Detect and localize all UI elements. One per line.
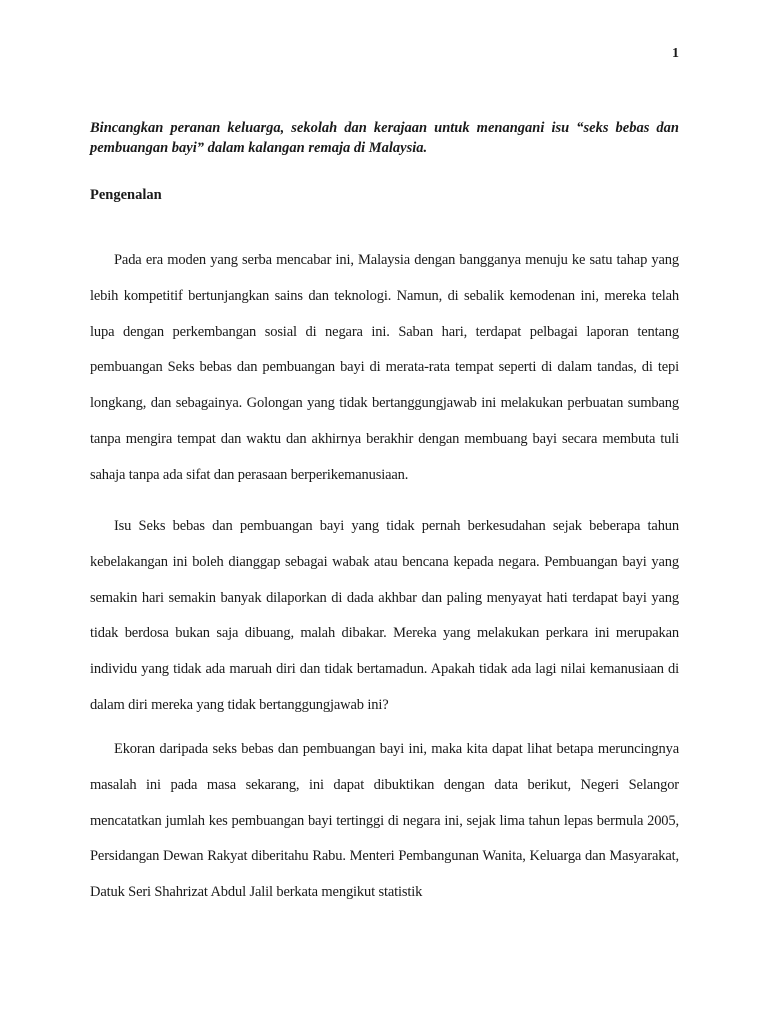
body-paragraph: Isu Seks bebas dan pembuangan bayi yang tidak pernah berkesudahan sejak beberapa tahun kebelakangan ini boleh dianggap sebagai wabak atau bencana kepada negara. Pembuangan bayi yang semakin hari semakin banyak dilaporkan di dada akhbar dan paling menyayat hati terdapat bayi yang tidak berdosa bukan saja dibuang, malah dibakar. Mereka yang melakukan perkara ini merupakan individu yang tidak ada maruah diri dan tidak bertamadun. Apakah tidak ada lagi nilai kemanusiaan di dalam diri mereka yang tidak bertanggungjawab ini? — [90, 518, 679, 713]
page-number: 1 — [672, 46, 679, 61]
essay-question-title: Bincangkan peranan keluarga, sekolah dan kerajaan untuk menangani isu “seks bebas dan pembuangan bayi” dalam kalangan remaja di Malaysia. — [90, 120, 679, 156]
section-heading: Pengenalan — [90, 187, 162, 203]
body-paragraph: Pada era moden yang serba mencabar ini, Malaysia dengan bangganya menuju ke satu tahap yang lebih kompetitif bertunjangkan sains dan teknologi. Namun, di sebalik kemodenan ini, mereka telah lupa dengan perkembangan sosial di negara ini. Saban hari, terdapat pelbagai laporan tentang pembuangan Seks bebas dan pembuangan bayi di merata-rata tempat seperti di dalam tandas, di tepi longkang, dan sebagainya. Golongan yang tidak bertanggungjawab ini melakukan perbuatan sumbang tanpa mengira tempat dan waktu dan akhirnya berakhir dengan membuang bayi secara membuta tuli sahaja tanpa ada sifat dan perasaan berperikemanusiaan. — [90, 252, 679, 483]
body-paragraph: Ekoran daripada seks bebas dan pembuangan bayi ini, maka kita dapat lihat betapa meruncingnya masalah ini pada masa sekarang, ini dapat dibuktikan dengan data berikut, Negeri Selangor mencatatkan jumlah kes pembuangan bayi tertinggi di negara ini, sejak lima tahun lepas bermula 2005, Persidangan Dewan Rakyat diberitahu Rabu. Menteri Pembangunan Wanita, Keluarga dan Masyarakat, Datuk Seri Shahrizat Abdul Jalil berkata mengikut statistik — [90, 741, 679, 901]
